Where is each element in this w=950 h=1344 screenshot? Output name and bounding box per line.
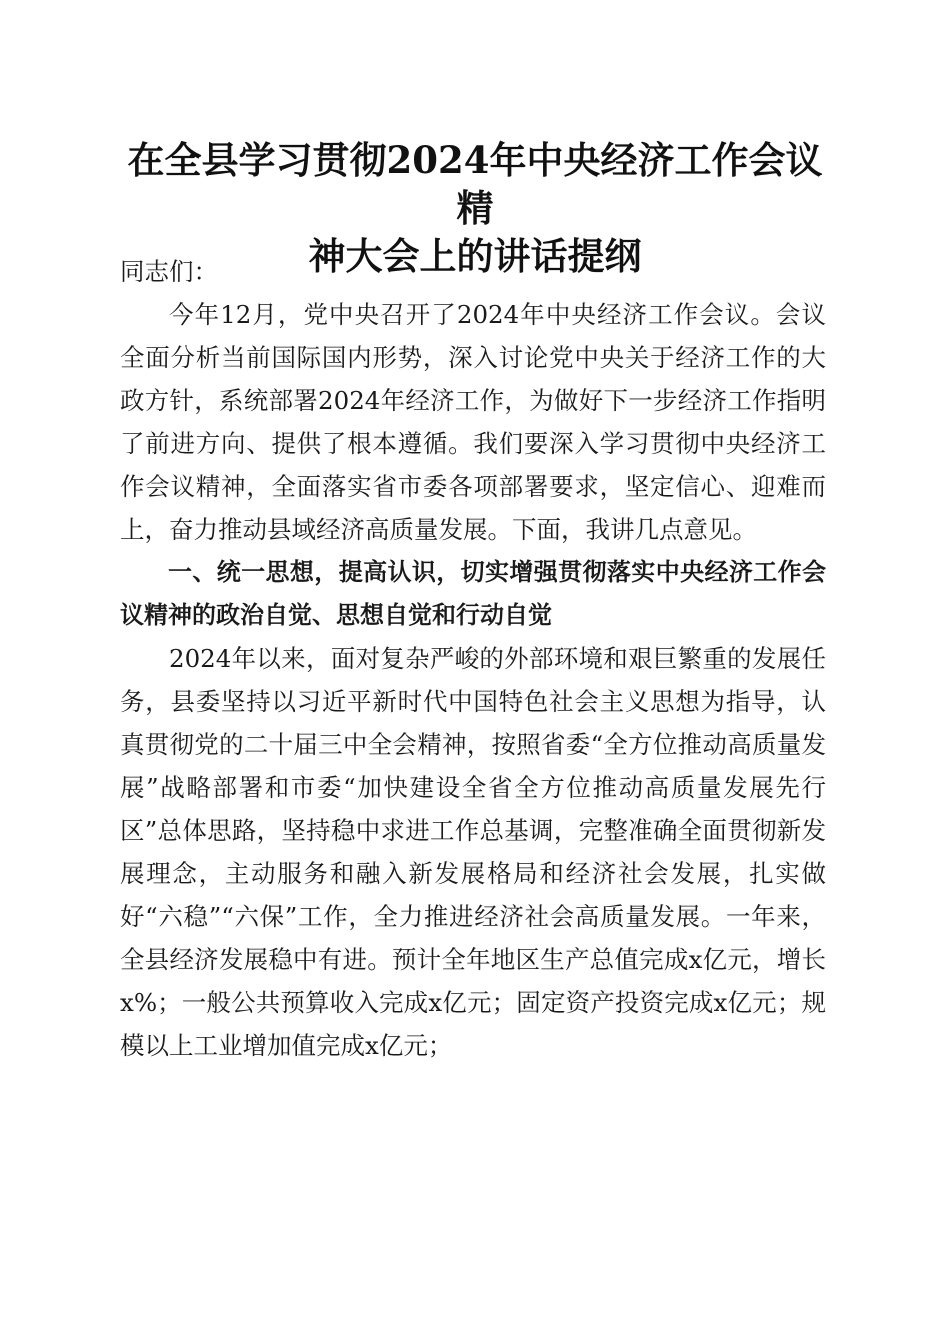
intro-paragraph: 今年12月，党中央召开了2024年中央经济工作会议。会议全面分析当前国际国内形势，深入讨论党中央关于经济工作的大政方针，系统部署2024年经济工作，为做好下一步经济工作指明了前进方向、提供了根本遵循。我们要深入学习贯彻中央经济工作会议精神，全面落实省市委各项部署要求，坚定信心、迎难而上，奋力推动县域经济高质量发展。下面，我讲几点意见。 (120, 300, 826, 544)
title-line-2: 神大会上的讲话提纲 (308, 234, 642, 278)
section-heading-1: 一、统一思想，提高认识，切实增强贯彻落实中央经济工作会议精神的政治自觉、思想自觉和行动自觉 (120, 558, 826, 629)
document-body (120, 250, 826, 1067)
salutation: 同志们： (120, 257, 218, 286)
title-line-1: 在全县学习贯彻2024年中央经济工作会议精 (127, 138, 823, 230)
body-paragraph: 2024年以来，面对复杂严峻的外部环境和艰巨繁重的发展任务，县委坚持以习近平新时代中国特色社会主义思想为指导，认真贯彻党的二十届三中全会精神，按照省委“全方位推动高质量发展”战略部署和市委“加快建设全省全方位推动高质量发展先行区”总体思路，坚持稳中求进工作总基调，完整准确全面贯彻新发展理念，主动服务和融入新发展格局和经济社会发展，扎实做好“六稳”“六保”工作，全力推进经济社会高质量发展。一年来，全县经济发展稳中有进。预计全年地区生产总值完成x亿元，增长x%；一般公共预算收入完成x亿元；固定资产投资完成x亿元；规模以上工业增加值完成x亿元； (120, 644, 826, 1060)
